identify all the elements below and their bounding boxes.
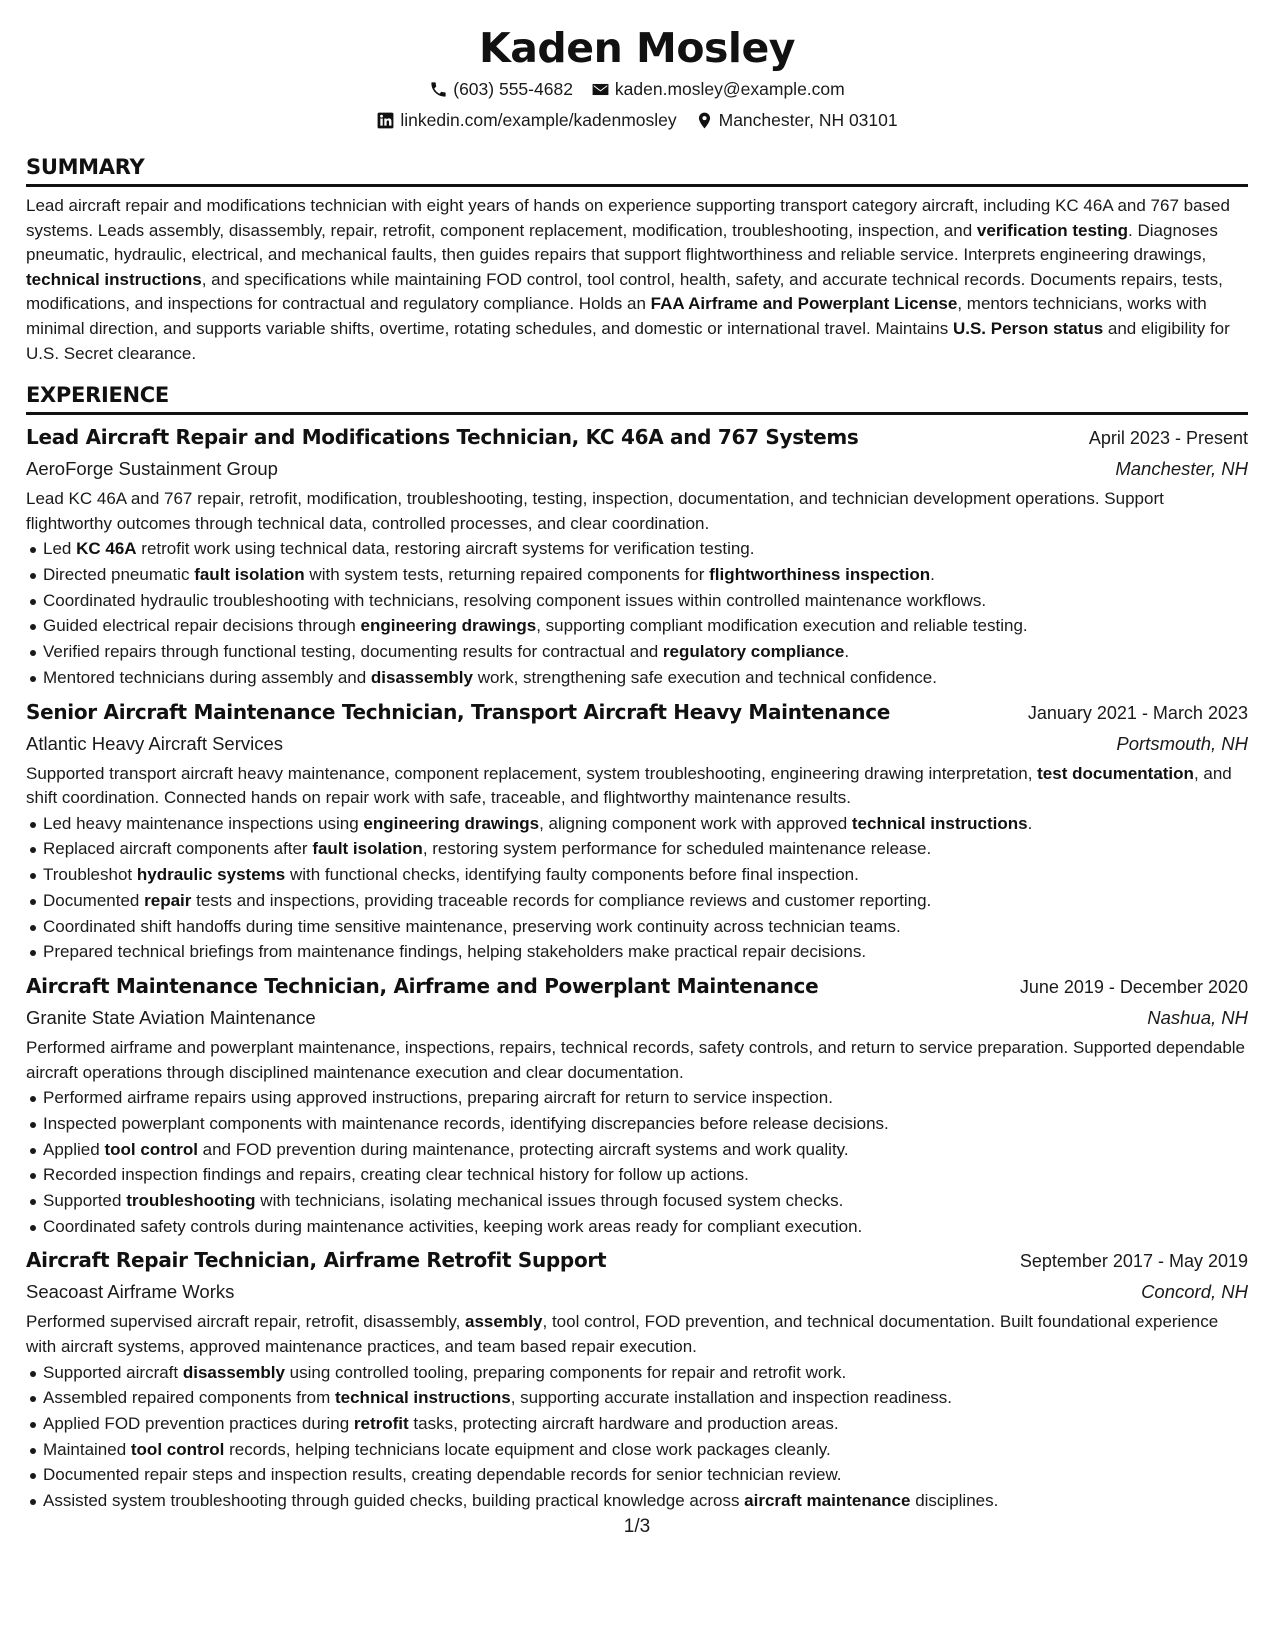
bullet-item: Guided electrical repair decisions through engineering drawings, supporting compliant modification execution and reliable testing. xyxy=(26,613,1248,639)
company-name: Atlantic Heavy Aircraft Services xyxy=(26,732,284,754)
job-subheader xyxy=(26,453,1248,484)
job-dates: April 2023 - Present xyxy=(1088,428,1248,449)
company-name: Granite State Aviation Maintenance xyxy=(26,1006,316,1028)
job-location: Manchester, NH xyxy=(1115,458,1248,480)
company-name: Seacoast Airframe Works xyxy=(26,1281,235,1303)
job-subheader xyxy=(26,1276,1248,1307)
bullet-item: Prepared technical briefings from maintenance findings, helping stakeholders make practical repair decisions. xyxy=(26,939,1248,965)
job-entry xyxy=(26,1245,1248,1513)
resume-page xyxy=(26,0,1248,1650)
summary-section xyxy=(26,154,1248,366)
email-address[interactable]: kaden.mosley@example.com xyxy=(614,79,845,99)
job-bullets xyxy=(26,811,1248,965)
job-entry xyxy=(26,422,1248,690)
job-summary: Performed supervised aircraft repair, retrofit, disassembly, assembly, tool control, FOD prevention, and technical documentation. Built foundational experience with aircraft systems, approved maintenance practices, and team based repair execution. xyxy=(26,1312,1219,1356)
job-bullets xyxy=(26,1085,1248,1239)
phone-number: (603) 555-4682 xyxy=(453,79,573,99)
bullet-item: Assembled repaired components from technical instructions, supporting accurate installation and inspection readiness. xyxy=(26,1385,1248,1411)
bullet-item: Replaced aircraft components after fault isolation, restoring system performance for scheduled maintenance release. xyxy=(26,836,1248,862)
job-location: Nashua, NH xyxy=(1147,1006,1248,1028)
envelope-icon xyxy=(591,80,610,99)
contact-line-1 xyxy=(26,74,1248,105)
job-summary: Lead KC 46A and 767 repair, retrofit, modification, troubleshooting, testing, inspection, documentation, and technician development operations. Support flightworthy outcomes through technical data, controlled processes, and clear coordination. xyxy=(26,489,1164,533)
candidate-name: Kaden Mosley xyxy=(478,24,795,72)
bullet-item: Verified repairs through functional testing, documenting results for contractual and regulatory compliance. xyxy=(26,639,1248,665)
section-divider xyxy=(26,184,1248,187)
bullet-item: Applied FOD prevention practices during retrofit tasks, protecting aircraft hardware and production areas. xyxy=(26,1411,1248,1437)
map-pin-icon xyxy=(695,111,714,130)
contact-line-2 xyxy=(26,105,1248,136)
job-location: Concord, NH xyxy=(1141,1281,1248,1303)
bullet-item: Performed airframe repairs using approved instructions, preparing aircraft for return to service inspection. xyxy=(26,1085,1248,1111)
bullet-item: Coordinated hydraulic troubleshooting with technicians, resolving component issues within controlled maintenance workflows. xyxy=(26,588,1248,614)
bullet-item: Coordinated safety controls during maintenance activities, keeping work areas ready for compliant execution. xyxy=(26,1214,1248,1240)
bullet-item: Recorded inspection findings and repairs, creating clear technical history for follow up actions. xyxy=(26,1162,1248,1188)
bullet-item: Directed pneumatic fault isolation with system tests, returning repaired components for flightworthiness inspection. xyxy=(26,562,1248,588)
bullet-item: Coordinated shift handoffs during time sensitive maintenance, preserving work continuity across technician teams. xyxy=(26,914,1248,940)
section-divider xyxy=(26,412,1248,415)
bullet-item: Assisted system troubleshooting through guided checks, building practical knowledge across aircraft maintenance disciplines. xyxy=(26,1488,1248,1514)
bullet-item: Mentored technicians during assembly and disassembly work, strengthening safe execution and technical confidence. xyxy=(26,665,1248,691)
bullet-item: Maintained tool control records, helping technicians locate equipment and close work packages cleanly. xyxy=(26,1437,1248,1463)
job-subheader xyxy=(26,1002,1248,1033)
job-title: Aircraft Repair Technician, Airframe Retrofit Support xyxy=(26,1248,607,1273)
linkedin-url[interactable]: linkedin.com/example/kadenmosley xyxy=(400,110,677,130)
company-name: AeroForge Sustainment Group xyxy=(26,458,278,480)
job-header xyxy=(26,971,1248,1002)
job-summary: Supported transport aircraft heavy maintenance, component replacement, system troubleshooting, engineering drawing interpretation, test documentation, and shift coordination. Connected hands on repair work with safe, traceable, and flightworthy maintenance results. xyxy=(26,763,1232,808)
job-subheader xyxy=(26,728,1248,759)
job-location: Portsmouth, NH xyxy=(1116,732,1248,754)
bullet-item: Supported troubleshooting with technicians, isolating mechanical issues through focused system checks. xyxy=(26,1188,1248,1214)
bullet-item: Documented repair tests and inspections, providing traceable records for compliance reviews and customer reporting. xyxy=(26,888,1248,914)
job-entry xyxy=(26,697,1248,965)
job-title: Senior Aircraft Maintenance Technician, Transport Aircraft Heavy Maintenance xyxy=(26,699,891,724)
job-dates: January 2021 - March 2023 xyxy=(1027,702,1248,723)
phone-icon xyxy=(429,80,448,99)
location-contact xyxy=(695,105,898,136)
bullet-item: Documented repair steps and inspection results, creating dependable records for senior technician review. xyxy=(26,1462,1248,1488)
job-dates: June 2019 - December 2020 xyxy=(1019,976,1248,997)
job-summary: Performed airframe and powerplant maintenance, inspections, repairs, technical records, safety controls, and return to service preparation. Supported dependable aircraft operations through disciplined maintenance execution and clear documentation. xyxy=(26,1037,1246,1082)
section-title-summary: SUMMARY xyxy=(26,155,145,179)
experience-section xyxy=(26,382,1248,1514)
job-title: Lead Aircraft Repair and Modifications Technician, KC 46A and 767 Systems xyxy=(26,425,859,450)
email-contact[interactable] xyxy=(591,74,845,105)
job-bullets xyxy=(26,1360,1248,1514)
home-location: Manchester, NH 03101 xyxy=(718,110,898,130)
linkedin-contact[interactable] xyxy=(376,105,676,136)
job-list xyxy=(26,422,1248,1514)
phone-contact xyxy=(429,74,573,105)
summary-text: Lead aircraft repair and modifications technician with eight years of hands on experience supporting transport category aircraft, including KC 46A and 767 based systems. Leads assembly, disassembly, repair, retrofit, component replacement, modification, troubleshooting, inspection, and verification testing. Diagnoses pneumatic, hydraulic, electrical, and mechanical faults, then guides repairs that support flightworthiness and reliable service. Interprets engineering drawings, technical instructions, and specifications while maintaining FOD control, tool control, health, safety, and accurate technical records. Documents repairs, tests, modifications, and inspections for contractual and regulatory compliance. Holds an FAA Airframe and Powerplant License, mentors technicians, works with minimal direction, and supports variable shifts, overtime, rotating schedules, and domestic or international travel. Maintains U.S. Person status and eligibility for U.S. Secret clearance. xyxy=(26,196,1230,363)
bullet-item: Led KC 46A retrofit work using technical data, restoring aircraft systems for verification testing. xyxy=(26,536,1248,562)
job-dates: September 2017 - May 2019 xyxy=(1019,1251,1248,1272)
job-header xyxy=(26,1245,1248,1276)
page-number: 1/3 xyxy=(623,1516,651,1537)
job-header xyxy=(26,697,1248,728)
section-title-experience: EXPERIENCE xyxy=(26,383,169,408)
bullet-item: Applied tool control and FOD prevention during maintenance, protecting aircraft systems and work quality. xyxy=(26,1137,1248,1163)
job-title: Aircraft Maintenance Technician, Airframe and Powerplant Maintenance xyxy=(26,973,819,998)
bullet-item: Led heavy maintenance inspections using engineering drawings, aligning component work with approved technical instructions. xyxy=(26,811,1248,837)
linkedin-icon xyxy=(376,111,395,130)
job-header xyxy=(26,422,1248,453)
resume-header xyxy=(26,0,1248,136)
bullet-item: Inspected powerplant components with maintenance records, identifying discrepancies before release decisions. xyxy=(26,1111,1248,1137)
job-entry xyxy=(26,971,1248,1239)
bullet-item: Troubleshot hydraulic systems with functional checks, identifying faulty components before final inspection. xyxy=(26,862,1248,888)
job-bullets xyxy=(26,536,1248,690)
bullet-item: Supported aircraft disassembly using controlled tooling, preparing components for repair and retrofit work. xyxy=(26,1360,1248,1386)
